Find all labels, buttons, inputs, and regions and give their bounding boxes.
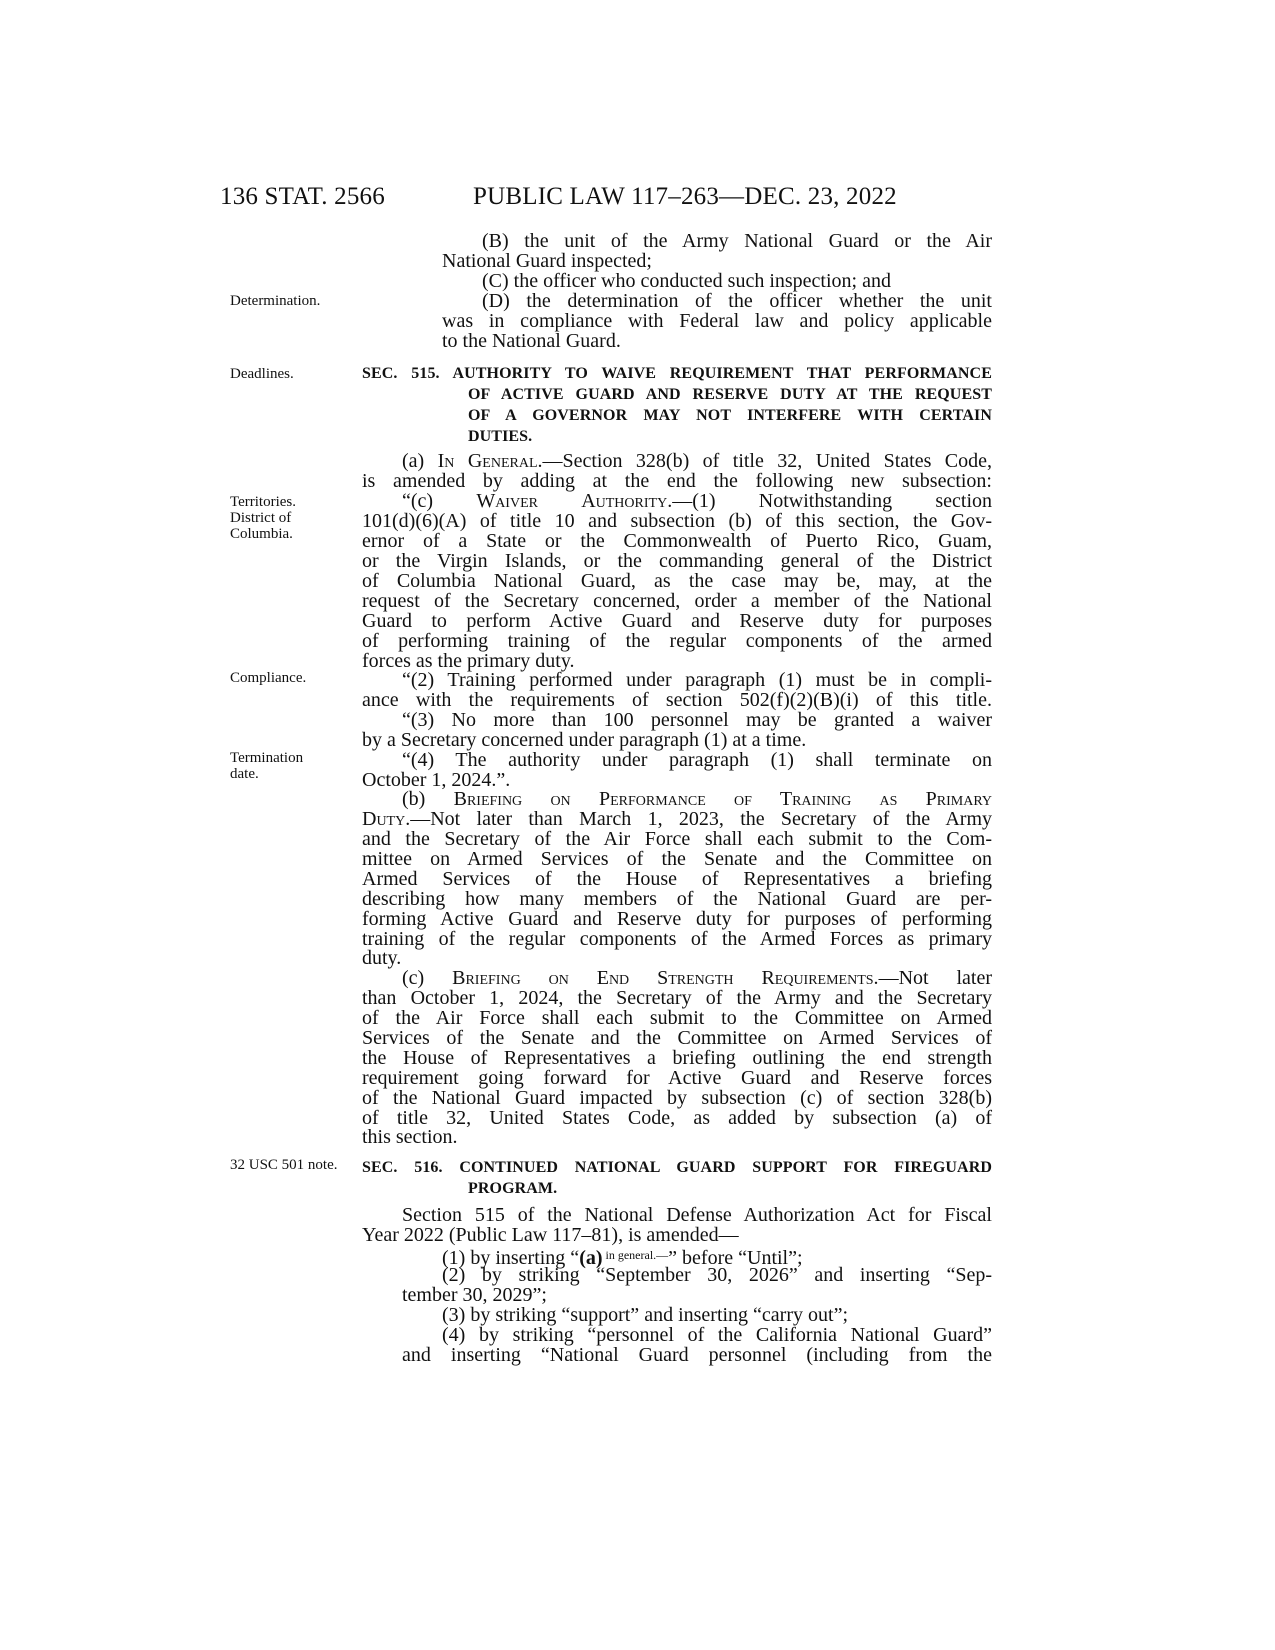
waiver-authority-line	[402, 491, 992, 511]
subsection-b-heading: Duty.	[362, 808, 411, 830]
subsection-b-line: training of the regular components of the Armed Forces as primary	[362, 928, 992, 950]
margin-note-usc: 32 USC 501 note.	[230, 1157, 338, 1173]
margin-note-territories	[230, 494, 370, 542]
page-law-header: PUBLIC LAW 117–263—DEC. 23, 2022	[473, 183, 897, 210]
subsection-c-line: of the National Guard impacted by subsection (c) of section 328(b)	[362, 1087, 992, 1109]
paragraph-4-line: October 1, 2024.”.	[362, 769, 511, 791]
waiver-paragraph-number: —(1)	[672, 490, 716, 512]
subsection-b-line: forming Active Guard and Reserve duty for purposes of performing	[362, 908, 992, 930]
item-b-line: (B) the unit of the Army National Guard or the Air	[482, 230, 992, 252]
margin-note-determination: Determination.	[230, 293, 321, 309]
subsection-c-line: the House of Representatives a briefing outlining the end strength	[362, 1047, 992, 1069]
subsection-b-line: Armed Services of the House of Representatives a briefing	[362, 868, 992, 890]
paragraph-3-line: “(3) No more than 100 personnel may be granted a waiver	[402, 709, 992, 731]
item-c-line: (C) the officer who conducted such inspection; and	[482, 270, 891, 292]
waiver-authority-line: request of the Secretary concerned, order a member of the National	[362, 590, 992, 612]
subsection-c-line: Services of the Senate and the Committee on Armed Services of	[362, 1027, 992, 1049]
page-stat-citation: 136 STAT. 2566	[220, 183, 385, 210]
subsection-b-line: and the Secretary of the Air Force shall each submit to the Com-	[362, 828, 992, 850]
amendment-bold-label: (a)	[579, 1247, 603, 1269]
item-d-line: was in compliance with Federal law and policy applicable	[442, 310, 992, 332]
amendment-item-3: (3) by striking “support” and inserting “carry out”;	[442, 1304, 848, 1326]
subsection-b-line	[362, 809, 992, 829]
paragraph-2-line: “(2) Training performed under paragraph (1) must be in compli-	[402, 669, 992, 691]
subsection-b-heading: Briefing on Performance of Training as Primary	[453, 788, 992, 810]
section-516-heading: SEC. 516. CONTINUED NATIONAL GUARD SUPPORT FOR FIREGUARD	[362, 1159, 992, 1176]
subsection-b-line	[402, 789, 992, 809]
paragraph-2-line: ance with the requirements of section 502(f)(2)(B)(i) of this title.	[362, 689, 992, 711]
section-515-heading: OF ACTIVE GUARD AND RESERVE DUTY AT THE REQUEST	[468, 386, 992, 403]
item-b-line: National Guard inspected;	[442, 250, 652, 272]
margin-note-line: Termination	[230, 750, 304, 766]
amendment-item-2: tember 30, 2029”;	[402, 1284, 547, 1306]
subsection-b-prefix: (b)	[402, 788, 454, 810]
amendment-text: (1) by inserting “	[442, 1247, 580, 1269]
amendment-item-4: (4) by striking “personnel of the California National Guard”	[442, 1324, 992, 1346]
item-d-line: to the National Guard.	[442, 330, 621, 352]
margin-note-deadlines: Deadlines.	[230, 366, 294, 382]
subsection-a-heading: In General.	[437, 450, 543, 472]
subsection-c-line: requirement going forward for Active Guard and Reserve forces	[362, 1067, 992, 1089]
subsection-c-text: —Not later	[878, 967, 993, 989]
subsection-b-text: —Not later than March 1, 2023, the Secretary of the Army	[410, 808, 992, 830]
subsection-a-line: is amended by adding at the end the following new subsection:	[362, 470, 992, 492]
margin-note-termination-date	[230, 750, 370, 782]
paragraph-4-line: “(4) The authority under paragraph (1) shall terminate on	[402, 749, 992, 771]
waiver-text: Notwithstanding	[758, 490, 893, 512]
subsection-b-line: duty.	[362, 947, 402, 969]
waiver-authority-line: of performing training of the regular components of the armed	[362, 630, 992, 652]
waiver-authority-line: or the Virgin Islands, or the commanding general of the District	[362, 550, 992, 572]
subsection-c-heading: Briefing on End Strength Requirements.	[452, 967, 879, 989]
waiver-heading: Waiver	[476, 490, 538, 512]
subsection-c-line: of the Air Force shall each submit to the Committee on Armed	[362, 1007, 992, 1029]
section-516-heading: PROGRAM.	[468, 1180, 558, 1197]
margin-note-line: District of	[230, 510, 292, 526]
amendment-item-4: and inserting “National Guard personnel (including from the	[402, 1344, 992, 1366]
subsection-b-line: mittee on Armed Services of the Senate and the Committee on	[362, 848, 992, 870]
subsection-c-line: of title 32, United States Code, as added by subsection (a) of	[362, 1107, 992, 1129]
subsection-a-prefix: (a)	[402, 450, 438, 472]
margin-note-line: Columbia.	[230, 526, 293, 542]
waiver-prefix: “(c)	[402, 490, 434, 512]
margin-note-line: date.	[230, 766, 259, 782]
waiver-authority-line: ernor of a State or the Commonwealth of Puerto Rico, Guam,	[362, 530, 992, 552]
section-515-heading: OF A GOVERNOR MAY NOT INTERFERE WITH CERTAIN	[468, 407, 992, 424]
margin-note-line: Territories.	[230, 494, 297, 510]
section-516-intro-line: Year 2022 (Public Law 117–81), is amended—	[362, 1224, 739, 1246]
subsection-c-line: this section.	[362, 1126, 458, 1148]
amendment-text: ” before “Until”;	[668, 1247, 803, 1269]
section-516-intro-line: Section 515 of the National Defense Authorization Act for Fiscal	[402, 1204, 992, 1226]
section-515-heading: SEC. 515. AUTHORITY TO WAIVE REQUIREMENT THAT PERFORMANCE	[362, 365, 992, 382]
waiver-authority-line: 101(d)(6)(A) of title 10 and subsection (b) of this section, the Gov-	[362, 510, 992, 532]
waiver-authority-line: forces as the primary duty.	[362, 650, 575, 672]
waiver-authority-line: Guard to perform Active Guard and Reserve duty for purposes	[362, 610, 992, 632]
amendment-item-2: (2) by striking “September 30, 2026” and inserting “Sep-	[442, 1264, 992, 1286]
paragraph-3-line: by a Secretary concerned under paragraph (1) at a time.	[362, 729, 807, 751]
amendment-superscript: in general.—	[602, 1248, 669, 1262]
item-d-line: (D) the determination of the officer whether the unit	[482, 290, 992, 312]
subsection-c-line	[402, 968, 992, 988]
waiver-authority-line: of Columbia National Guard, as the case may be, may, at the	[362, 570, 992, 592]
subsection-a-line	[402, 451, 992, 471]
subsection-a-text: —Section 328(b) of title 32, United States Code,	[542, 450, 992, 472]
margin-note-compliance: Compliance.	[230, 670, 307, 686]
waiver-heading-tail	[581, 490, 715, 512]
waiver-heading-word: Authority.	[581, 490, 673, 512]
subsection-b-line: describing how many members of the National Guard are per-	[362, 888, 992, 910]
subsection-c-line: than October 1, 2024, the Secretary of the Army and the Secretary	[362, 987, 992, 1009]
waiver-text: section	[935, 490, 992, 512]
subsection-c-prefix: (c)	[402, 967, 453, 989]
section-515-heading: DUTIES.	[468, 428, 533, 445]
